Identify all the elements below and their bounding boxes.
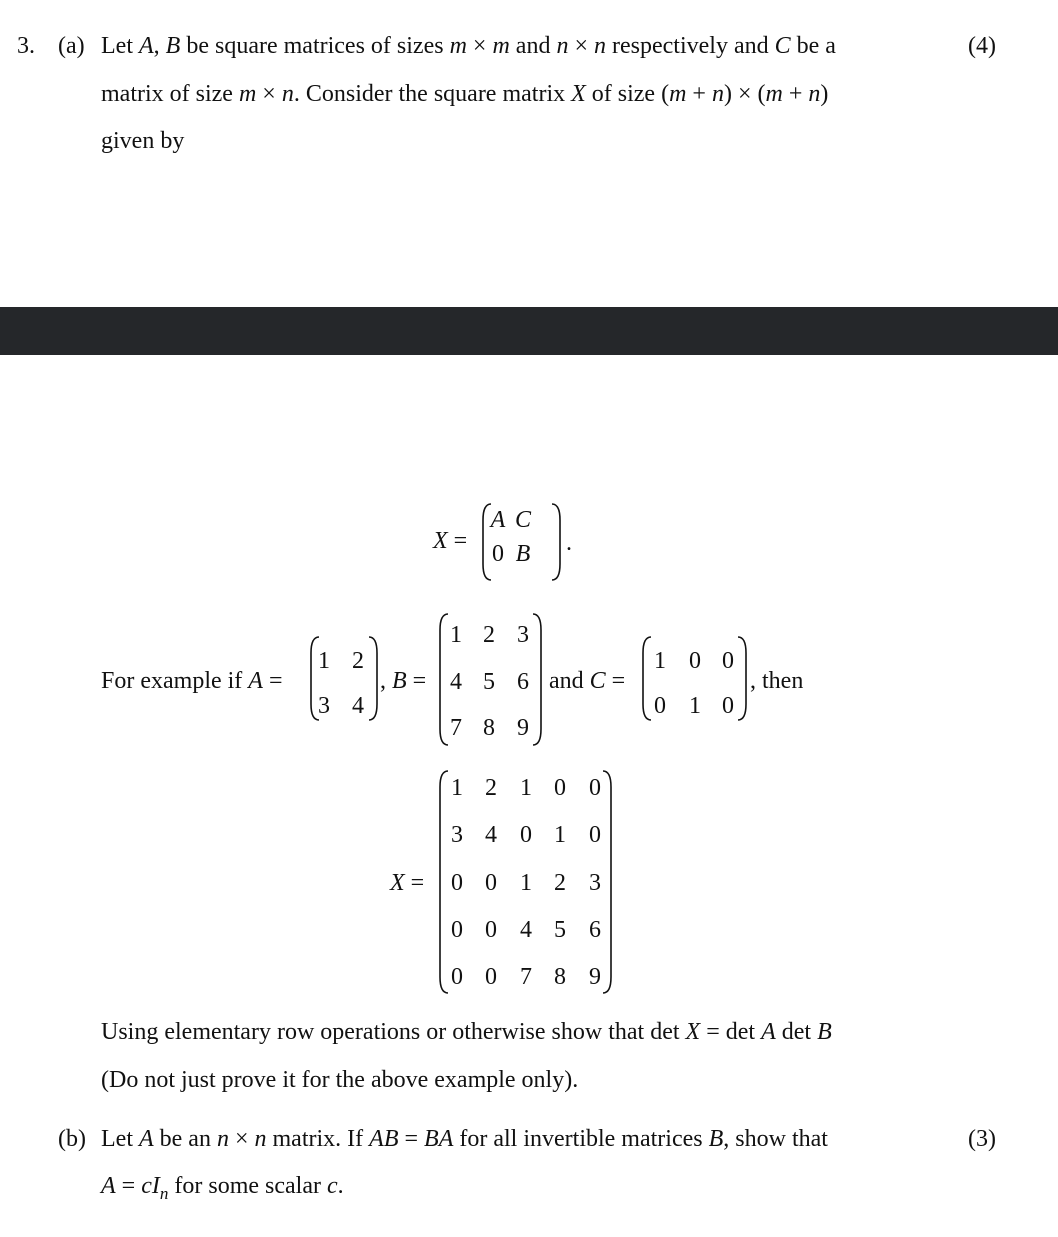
matrix-cell: 1 [450,622,462,648]
matrix-cell: 6 [517,669,529,695]
part-b-marks: (3) [968,1126,996,1152]
matrix-cell: 0 [554,775,566,801]
matrix-cell: 8 [554,964,566,990]
example-matrix-c [640,633,750,724]
part-a-marks: (4) [968,33,996,59]
matrix-cell: 0 [722,693,734,719]
part-b-label: (b) [58,1126,86,1152]
matrix-cell: 4 [485,822,497,848]
matrix-cell: 3 [318,693,330,719]
matrix-cell: 3 [589,870,601,896]
matrix-cell: B [515,541,531,567]
part-a-line-1: Let A, B be square matrices of sizes m × m and n × n respectively and C be a [101,33,836,59]
matrix-cell: 2 [483,622,495,648]
example-then: , then [750,668,804,694]
matrix-cell: 1 [451,775,463,801]
example-prefix: For example if A = [101,668,283,694]
matrix-cell: C [514,507,531,533]
overlay-bar [0,307,1058,355]
matrix-cell: 0 [722,648,734,674]
matrix-cell: 9 [517,715,529,741]
matrix-cell: 0 [689,648,701,674]
matrix-cell: 3 [451,822,463,848]
matrix-cell: 9 [589,964,601,990]
example-matrix-b [437,611,545,748]
matrix-cell: 0 [589,775,601,801]
example-b-label: , B = [380,668,427,694]
matrix-cell: 0 [451,964,463,990]
matrix-cell: 1 [654,648,666,674]
example-matrix-a [308,633,380,724]
part-a-line-3: given by [101,128,185,154]
block-matrix [480,502,566,582]
matrix-cell: 0 [451,917,463,943]
matrix-cell: 1 [520,775,532,801]
matrix-cell: 0 [485,964,497,990]
instruction-note: (Do not just prove it for the above example only). [101,1067,579,1093]
matrix-cell: 5 [483,669,495,695]
part-a-line-2: matrix of size m × n. Consider the square matrix X of size (m + n) × (m + n) [101,81,829,107]
matrix-cell: 0 [654,693,666,719]
matrix-cell: 8 [483,715,495,741]
matrix-cell: 4 [450,669,462,695]
matrix-cell: 0 [451,870,463,896]
matrix-cell: 0 [492,541,504,567]
part-b-line-2: $A = cI_n$ for some scalar c. [101,1173,344,1203]
matrix-cell: 4 [352,693,364,719]
matrix-cell: 5 [554,917,566,943]
matrix-cell: 3 [517,622,529,648]
right-parenthesis [552,504,560,580]
matrix-cell: 6 [589,917,601,943]
instruction-line: Using elementary row operations or otherwise show that det X = det A det B [101,1019,832,1045]
block-matrix-period: . [566,530,572,556]
matrix-cell: 7 [520,964,532,990]
matrix-cell: A [490,507,506,533]
matrix-cell: 7 [450,715,462,741]
result-matrix-x [437,768,615,996]
part-b-line-1: Let A be an n × n matrix. If AB = BA for all invertible matrices B, show that [101,1126,828,1152]
matrix-cell: 1 [520,870,532,896]
example-c-label: and C = [549,668,626,694]
matrix-cell: 4 [520,917,532,943]
result-matrix-label: X = [390,870,425,896]
block-matrix-label: X = [433,528,468,554]
matrix-cell: 1 [318,648,330,674]
matrix-cell: 0 [485,870,497,896]
matrix-cell: 0 [520,822,532,848]
matrix-cell: 2 [554,870,566,896]
matrix-cell: 2 [485,775,497,801]
matrix-cell: 1 [554,822,566,848]
matrix-cell: 1 [689,693,701,719]
matrix-cell: 2 [352,648,364,674]
question-number: 3. [17,33,35,59]
part-a-label: (a) [58,33,85,59]
matrix-cell: 0 [485,917,497,943]
matrix-cell: 0 [589,822,601,848]
